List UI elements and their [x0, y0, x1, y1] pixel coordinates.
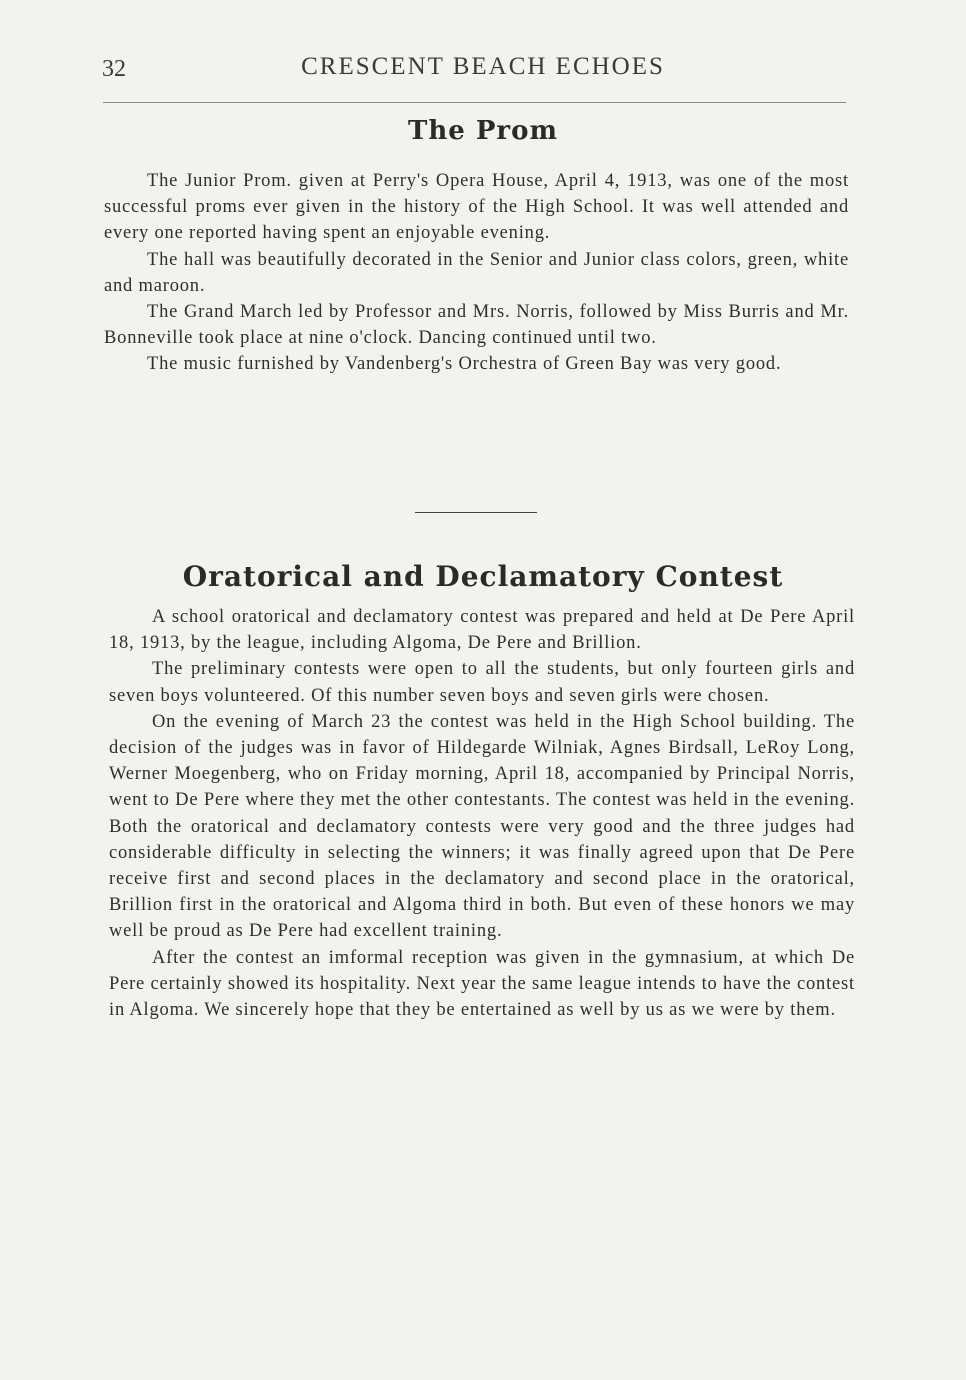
prom-paragraph: The hall was beautifully decorated in the Senior and Junior class colors, green, white and maroon.	[104, 249, 849, 296]
contest-paragraph: After the contest an imformal reception was given in the gymnasium, at which De Pere certainly showed its hospitality. Next year the same league intends to have the contest in Algoma. We sincerely hope that they be entertained as well by us as we were by them.	[109, 947, 855, 1021]
prom-paragraph: The Grand March led by Professor and Mrs. Norris, followed by Miss Burris and Mr. Bonneville took place at nine o'clock. Dancing continued until two.	[104, 302, 849, 349]
prom-paragraph: The music furnished by Vandenberg's Orchestra of Green Bay was very good.	[147, 354, 782, 375]
prom-paragraph: The Junior Prom. given at Perry's Opera House, April 4, 1913, was one of the most successful proms ever given in the history of the High School. It was well attended and every one reported having spent an enjoyable evening.	[104, 171, 849, 244]
contest-paragraph: The preliminary contests were open to all the students, but only fourteen girls and seven boys volunteered. Of this number seven boys and seven girls were chosen.	[109, 659, 855, 706]
header-rule	[103, 102, 846, 103]
contest-article	[109, 604, 855, 1023]
contest-paragraph: On the evening of March 23 the contest was held in the High School building. The decision of the judges was in favor of Hildegarde Wilniak, Agnes Birdsall, LeRoy Long, Werner Moegenberg, who on Friday morning, April 18, accompanied by Principal Norris, went to De Pere where they met the other contestants. The contest was held in the evening. Both the oratorical and declamatory contests were very good and the three judges had considerable difficulty in selecting the winners; it was finally agreed upon that De Pere receive first and second places in the declamatory and second place in the oratorical, Brillion first in the oratorical and Algoma third in both. But even of these honors we may well be proud as De Pere had excellent training.	[109, 711, 855, 942]
prom-article	[104, 168, 849, 378]
page-number: 32	[102, 56, 126, 82]
contest-title: Oratorical and Declamatory Contest	[182, 560, 784, 593]
prom-title: The Prom	[408, 116, 558, 146]
running-title: CRESCENT BEACH ECHOES	[301, 53, 665, 80]
contest-paragraph: A school oratorical and declamatory contest was prepared and held at De Pere April 18, 1913, by the league, including Algoma, De Pere and Brillion.	[109, 607, 855, 654]
section-divider	[415, 512, 537, 513]
